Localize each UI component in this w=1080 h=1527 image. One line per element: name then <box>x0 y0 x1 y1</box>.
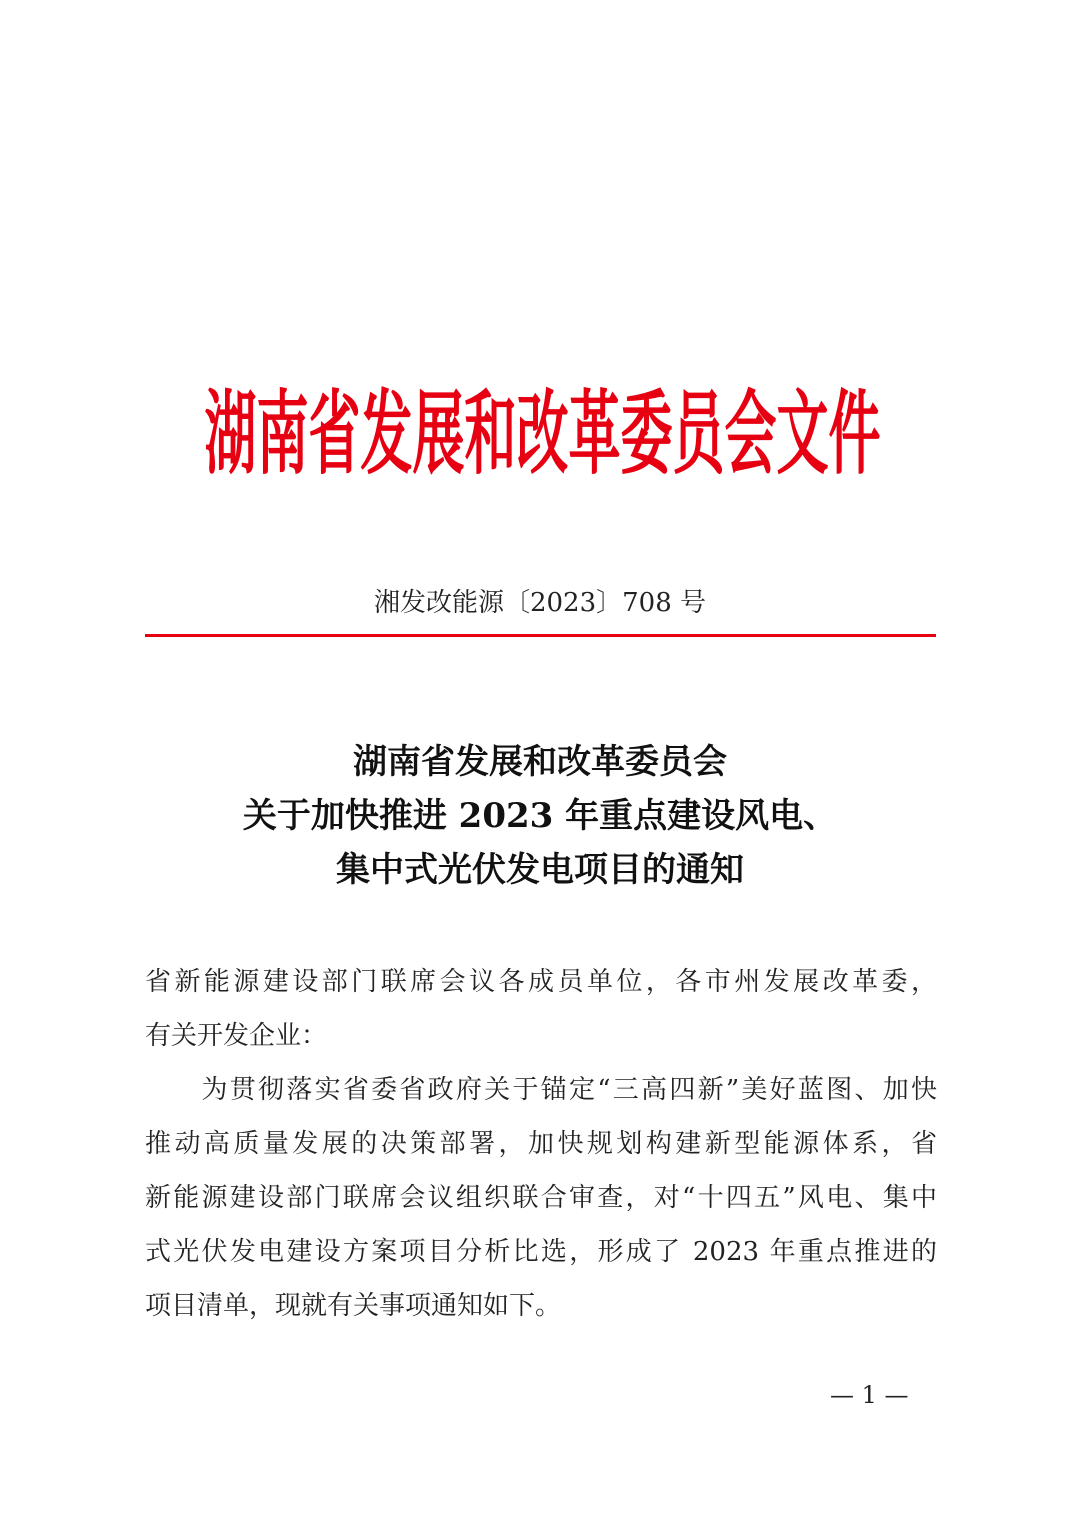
body-line: 项目清单，现就有关事项通知如下。 <box>145 1291 562 1321</box>
page-number: — 1 — <box>830 1381 909 1409</box>
body-line: 为贯彻落实省委省政府关于锚定“三高四新”美好蓝图、加快 <box>145 1075 937 1105</box>
document-masthead: 湖南省发展和改革委员会文件 <box>204 382 881 488</box>
body-line: 式光伏发电建设方案项目分析比选，形成了 2023 年重点推进的 <box>145 1237 937 1267</box>
body-line: 新能源建设部门联席会议组织联合审查，对“十四五”风电、集中 <box>145 1183 937 1213</box>
document-number: 湘发改能源〔2023〕708 号 <box>373 588 707 618</box>
red-divider <box>145 634 936 637</box>
title-line-2: 关于加快推进 2023 年重点建设风电、 <box>242 796 838 836</box>
body-line: 推动高质量发展的决策部署，加快规划构建新型能源体系，省 <box>145 1129 937 1159</box>
body-line: 省新能源建设部门联席会议各成员单位，各市州发展改革委， <box>145 967 937 997</box>
body-line: 有关开发企业： <box>145 1021 328 1051</box>
title-line-1: 湖南省发展和改革委员会 <box>353 742 727 782</box>
title-line-3: 集中式光伏发电项目的通知 <box>336 850 744 890</box>
